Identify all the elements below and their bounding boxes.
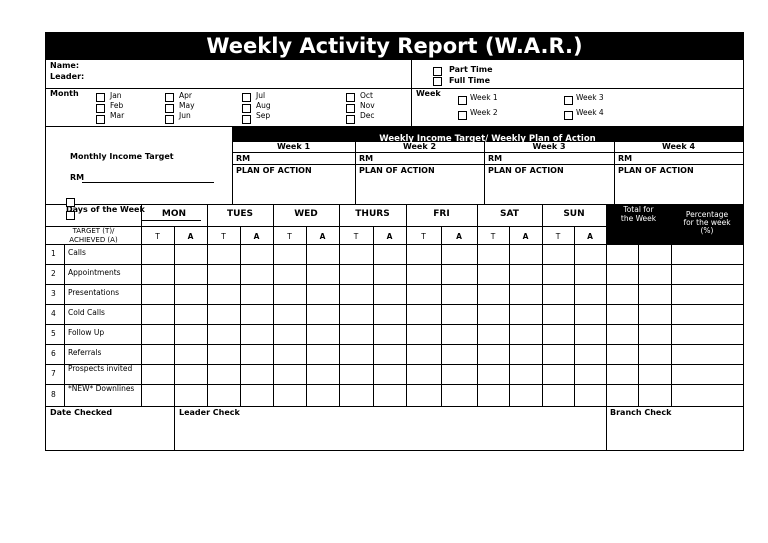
month-option-label: Apr (179, 91, 192, 100)
entry-cell[interactable] (606, 244, 638, 264)
month-option-label: Aug (256, 101, 271, 110)
a-column-label: A (253, 232, 260, 241)
entry-cell[interactable] (477, 304, 509, 324)
month-checkbox[interactable] (346, 104, 355, 113)
month-option-label: Jan (110, 91, 122, 100)
activity-name: Calls (68, 248, 86, 257)
a-column-label: A (386, 232, 393, 241)
days-of-week-label: Days of the Week (66, 205, 145, 214)
entry-cell[interactable] (574, 324, 606, 344)
entry-cell[interactable] (606, 364, 638, 384)
entry-cell[interactable] (373, 244, 406, 264)
entry-cell[interactable] (141, 264, 174, 284)
entry-cell[interactable] (406, 304, 441, 324)
t-column-label: T (287, 232, 292, 241)
entry-cell[interactable] (477, 264, 509, 284)
day-header: WED (294, 209, 318, 219)
leader-label: Leader: (50, 72, 85, 81)
entry-cell[interactable] (240, 364, 273, 384)
entry-cell[interactable] (240, 304, 273, 324)
entry-cell[interactable] (141, 344, 174, 364)
entry-cell[interactable] (174, 244, 207, 264)
entry-cell[interactable] (638, 324, 671, 344)
entry-cell[interactable] (174, 364, 207, 384)
entry-cell[interactable] (671, 244, 743, 264)
date-checked-label: Date Checked (50, 408, 113, 417)
entry-cell[interactable] (509, 304, 542, 324)
entry-cell[interactable] (207, 264, 240, 284)
entry-cell[interactable] (406, 264, 441, 284)
month-checkbox[interactable] (96, 104, 105, 113)
entry-cell[interactable] (339, 284, 373, 304)
a-column-label: A (187, 232, 194, 241)
entry-cell[interactable] (574, 384, 606, 406)
t-column-label: T (421, 232, 426, 241)
plan-of-action-label: PLAN OF ACTION (236, 166, 312, 175)
entry-cell[interactable] (542, 344, 574, 364)
week-rm-label: RM (618, 154, 633, 163)
entry-cell[interactable] (240, 324, 273, 344)
entry-cell[interactable] (339, 244, 373, 264)
entry-cell[interactable] (306, 364, 339, 384)
entry-cell[interactable] (509, 364, 542, 384)
entry-cell[interactable] (441, 304, 477, 324)
weekly-income-header: Weekly Income Target/ Weekly Plan of Action (232, 126, 743, 142)
entry-cell[interactable] (406, 284, 441, 304)
month-checkbox[interactable] (165, 104, 174, 113)
entry-cell[interactable] (509, 284, 542, 304)
entry-cell[interactable] (339, 344, 373, 364)
entry-cell[interactable] (406, 364, 441, 384)
activity-name: Follow Up (68, 328, 105, 337)
entry-cell[interactable] (542, 244, 574, 264)
entry-cell[interactable] (240, 344, 273, 364)
week-option-label: Week 4 (576, 108, 604, 117)
week-column-header: Week 1 (276, 142, 311, 151)
leader-check-label: Leader Check (179, 408, 240, 417)
activity-number: 7 (51, 369, 56, 378)
activity-name: Referrals (68, 348, 102, 357)
entry-cell[interactable] (174, 384, 207, 406)
entry-cell[interactable] (638, 364, 671, 384)
month-option-label: Sep (256, 111, 271, 120)
month-option-label: May (179, 101, 195, 110)
entry-cell[interactable] (273, 304, 306, 324)
week-rm-label: RM (488, 154, 503, 163)
week-column-header: Week 3 (532, 142, 566, 151)
entry-cell[interactable] (477, 324, 509, 344)
activity-number: 1 (51, 249, 56, 258)
entry-cell[interactable] (339, 264, 373, 284)
month-option-label: Jun (179, 111, 191, 120)
entry-cell[interactable] (638, 244, 671, 264)
entry-cell[interactable] (606, 344, 638, 364)
entry-cell[interactable] (509, 384, 542, 406)
activity-name: Appointments (68, 268, 121, 277)
entry-cell[interactable] (638, 304, 671, 324)
entry-cell[interactable] (542, 264, 574, 284)
entry-cell[interactable] (141, 364, 174, 384)
t-column-label: T (619, 232, 625, 241)
entry-cell[interactable] (373, 384, 406, 406)
entry-cell[interactable] (306, 244, 339, 264)
entry-cell[interactable] (638, 344, 671, 364)
week-option-checkbox[interactable] (564, 111, 573, 120)
t-column-label: T (155, 232, 160, 241)
entry-cell[interactable] (671, 264, 743, 284)
week-column-header: Week 2 (402, 142, 437, 151)
entry-cell[interactable] (373, 304, 406, 324)
month-checkbox[interactable] (165, 93, 174, 102)
activity-name: Prospects invited (68, 364, 133, 373)
entry-cell[interactable] (373, 284, 406, 304)
name-label: Name: (50, 61, 80, 70)
entry-cell[interactable] (141, 384, 174, 406)
week-option-label: Week 3 (576, 93, 604, 102)
percentage-label: (%) (700, 226, 714, 235)
week-rm-label: RM (236, 154, 251, 163)
entry-cell[interactable] (542, 284, 574, 304)
entry-cell[interactable] (606, 264, 638, 284)
entry-cell[interactable] (606, 324, 638, 344)
entry-cell[interactable] (273, 264, 306, 284)
form-title: Weekly Activity Report (W.A.R.) (46, 33, 743, 60)
month-option-label: Dec (360, 111, 375, 120)
entry-cell[interactable] (306, 264, 339, 284)
entry-cell[interactable] (174, 284, 207, 304)
full-time-label: Full Time (449, 76, 490, 85)
entry-cell[interactable] (441, 244, 477, 264)
entry-cell[interactable] (671, 384, 743, 406)
plan-of-action-label: PLAN OF ACTION (488, 166, 564, 175)
entry-cell[interactable] (638, 284, 671, 304)
month-option-label: Nov (360, 101, 375, 110)
entry-cell[interactable] (207, 364, 240, 384)
entry-cell[interactable] (273, 324, 306, 344)
week-column-header: Week 4 (661, 142, 696, 151)
month-option-label: Feb (110, 101, 124, 110)
entry-cell[interactable] (606, 384, 638, 406)
week-option-checkbox[interactable] (458, 111, 467, 120)
entry-cell[interactable] (406, 384, 441, 406)
entry-cell[interactable] (240, 264, 273, 284)
monthly-income-target-label: Monthly Income Target (70, 152, 174, 161)
part-time-label: Part Time (449, 65, 493, 74)
month-option-label: Jul (256, 91, 266, 100)
month-checkbox[interactable] (96, 93, 105, 102)
activity-number: 8 (51, 390, 56, 399)
entry-cell[interactable] (207, 284, 240, 304)
day-header: SUN (563, 209, 585, 219)
entry-cell[interactable] (207, 344, 240, 364)
activity-number: 4 (51, 309, 56, 318)
entry-cell[interactable] (174, 324, 207, 344)
entry-cell[interactable] (306, 304, 339, 324)
month-checkbox[interactable] (346, 115, 355, 124)
entry-cell[interactable] (373, 264, 406, 284)
entry-cell[interactable] (406, 244, 441, 264)
entry-cell[interactable] (638, 384, 671, 406)
branch-check-label: Branch Check (610, 408, 672, 417)
entry-cell[interactable] (509, 244, 542, 264)
rm-label: RM (70, 173, 85, 182)
monthly-income-target-line[interactable] (82, 182, 214, 183)
entry-cell[interactable] (574, 244, 606, 264)
month-checkbox[interactable] (165, 115, 174, 124)
a-column-label: A (522, 232, 529, 241)
plan-of-action-label: PLAN OF ACTION (359, 166, 435, 175)
entry-cell[interactable] (671, 284, 743, 304)
entry-cell[interactable] (174, 344, 207, 364)
entry-cell[interactable] (477, 384, 509, 406)
entry-cell[interactable] (574, 364, 606, 384)
entry-cell[interactable] (273, 344, 306, 364)
entry-cell[interactable] (373, 344, 406, 364)
target-achieved-label: ACHIEVED (A) (69, 236, 118, 244)
entry-cell[interactable] (273, 384, 306, 406)
entry-cell[interactable] (207, 384, 240, 406)
week-option-checkbox[interactable] (458, 96, 467, 105)
entry-cell[interactable] (339, 384, 373, 406)
entry-cell[interactable] (339, 304, 373, 324)
entry-cell[interactable] (671, 324, 743, 344)
activity-name: *NEW* Downlines (68, 384, 135, 393)
entry-cell[interactable] (306, 344, 339, 364)
entry-cell[interactable] (477, 344, 509, 364)
entry-cell[interactable] (441, 324, 477, 344)
month-checkbox[interactable] (242, 115, 251, 124)
entry-cell[interactable] (141, 284, 174, 304)
month-checkbox[interactable] (242, 93, 251, 102)
t-column-label: T (353, 232, 359, 241)
activity-number: 5 (51, 329, 56, 338)
entry-cell[interactable] (174, 304, 207, 324)
entry-cell[interactable] (240, 284, 273, 304)
entry-cell[interactable] (339, 364, 373, 384)
entry-cell[interactable] (207, 244, 240, 264)
week-option-label: Week 2 (470, 108, 498, 117)
entry-cell[interactable] (306, 384, 339, 406)
entry-cell[interactable] (207, 324, 240, 344)
month-option-label: Mar (110, 111, 125, 120)
weekly-activity-report-form (45, 32, 744, 451)
entry-cell[interactable] (606, 284, 638, 304)
entry-cell[interactable] (574, 264, 606, 284)
entry-cell[interactable] (574, 284, 606, 304)
entry-cell[interactable] (141, 324, 174, 344)
entry-cell[interactable] (509, 344, 542, 364)
entry-cell[interactable] (373, 364, 406, 384)
month-option-label: Oct (360, 91, 373, 100)
entry-cell[interactable] (273, 364, 306, 384)
entry-cell[interactable] (477, 284, 509, 304)
day-header: TUES (226, 209, 254, 219)
entry-cell[interactable] (441, 364, 477, 384)
entry-cell[interactable] (671, 344, 743, 364)
entry-cell[interactable] (406, 344, 441, 364)
entry-cell[interactable] (542, 384, 574, 406)
part-time-checkbox[interactable] (433, 67, 442, 76)
entry-cell[interactable] (671, 364, 743, 384)
full-time-checkbox[interactable] (433, 77, 442, 86)
a-column-label: A (587, 232, 593, 241)
entry-cell[interactable] (174, 264, 207, 284)
t-column-label: T (555, 232, 561, 241)
target-achieved-label: TARGET (T)/ (72, 227, 115, 235)
entry-cell[interactable] (441, 264, 477, 284)
entry-cell[interactable] (509, 324, 542, 344)
activity-number: 2 (51, 269, 56, 278)
day-header: MON (161, 209, 187, 219)
entry-cell[interactable] (542, 364, 574, 384)
entry-cell[interactable] (207, 304, 240, 324)
entry-cell[interactable] (240, 244, 273, 264)
percentage-label: Percentage (685, 210, 729, 219)
activity-number: 6 (51, 349, 56, 358)
day-header: SAT (500, 209, 519, 219)
entry-cell[interactable] (542, 324, 574, 344)
total-for-week-label: Total for (623, 205, 654, 214)
entry-cell[interactable] (477, 364, 509, 384)
week-option-checkbox[interactable] (564, 96, 573, 105)
total-for-week-label: the Week (620, 214, 657, 223)
entry-cell[interactable] (339, 324, 373, 344)
a-column-label: A (456, 232, 462, 241)
entry-cell[interactable] (240, 384, 273, 406)
a-column-label: A (651, 232, 658, 241)
month-checkbox[interactable] (346, 93, 355, 102)
entry-cell[interactable] (542, 304, 574, 324)
entry-cell[interactable] (273, 244, 306, 264)
entry-cell[interactable] (306, 324, 339, 344)
entry-cell[interactable] (406, 324, 441, 344)
entry-cell[interactable] (441, 344, 477, 364)
entry-cell[interactable] (441, 384, 477, 406)
entry-cell[interactable] (141, 304, 174, 324)
plan-of-action-label: PLAN OF ACTION (618, 166, 694, 175)
entry-cell[interactable] (141, 244, 174, 264)
entry-cell[interactable] (306, 284, 339, 304)
entry-cell[interactable] (671, 304, 743, 324)
t-column-label: T (490, 232, 496, 241)
entry-cell[interactable] (606, 304, 638, 324)
entry-cell[interactable] (509, 264, 542, 284)
activity-name: Cold Calls (68, 308, 105, 317)
month-checkbox[interactable] (242, 104, 251, 113)
month-checkbox[interactable] (96, 115, 105, 124)
t-column-label: T (221, 232, 226, 241)
entry-cell[interactable] (373, 324, 406, 344)
week-option-label: Week 1 (470, 93, 498, 102)
percentage-label: for the week (683, 218, 731, 227)
day-header: THURS (355, 209, 390, 219)
entry-cell[interactable] (638, 264, 671, 284)
entry-cell[interactable] (477, 244, 509, 264)
day-header: FRI (433, 209, 450, 219)
entry-cell[interactable] (574, 304, 606, 324)
entry-cell[interactable] (441, 284, 477, 304)
month-label: Month (50, 89, 79, 98)
activity-number: 3 (51, 289, 56, 298)
week-label: Week (416, 89, 441, 98)
entry-cell[interactable] (273, 284, 306, 304)
activity-name: Presentations (68, 288, 120, 297)
entry-cell[interactable] (574, 344, 606, 364)
week-rm-label: RM (359, 154, 374, 163)
a-column-label: A (319, 232, 326, 241)
